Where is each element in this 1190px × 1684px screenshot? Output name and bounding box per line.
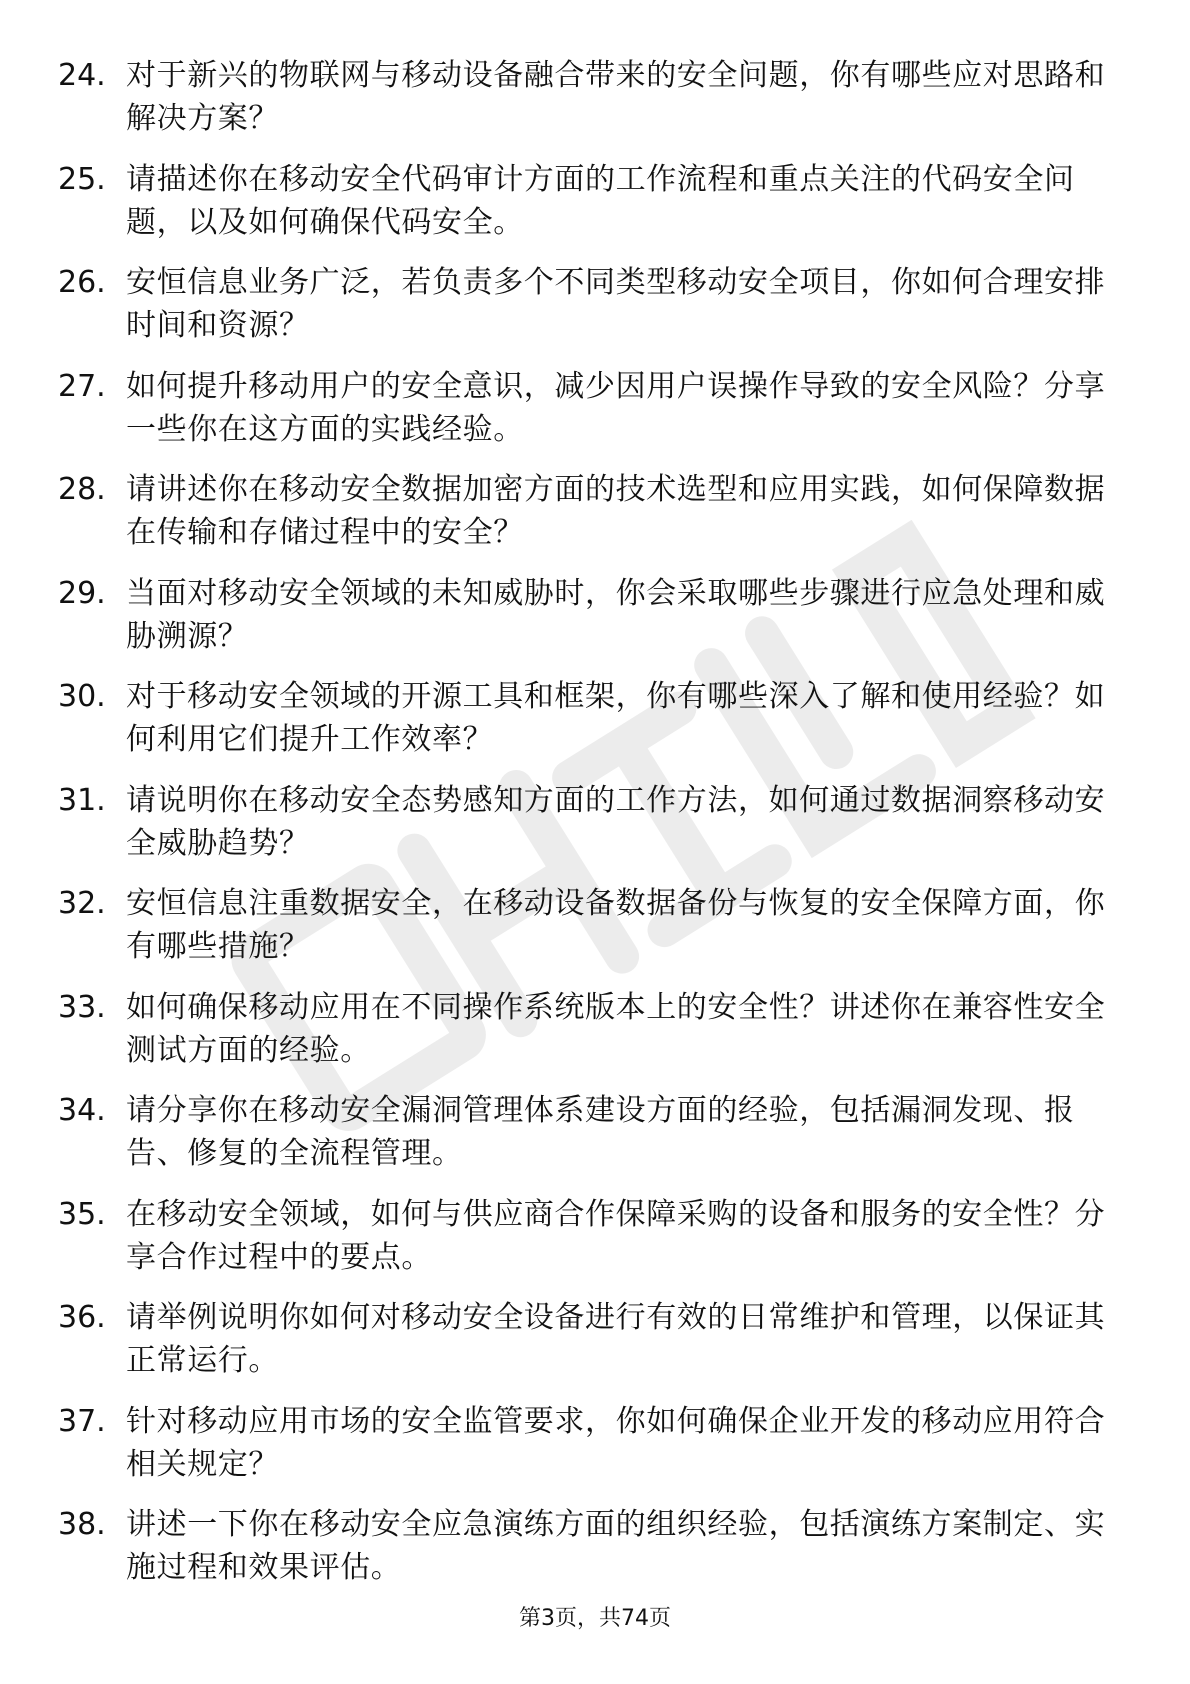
question-text: 安恒信息注重数据安全，在移动设备数据备份与恢复的安全保障方面，你有哪些措施？ [126,886,1106,964]
question-text: 请描述你在移动安全代码审计方面的工作流程和重点关注的代码安全问题，以及如何确保代码安全。 [126,161,1075,240]
question-number: 27. [58,368,106,404]
question-number: 32. [58,886,106,921]
question-number: 29. [58,575,106,611]
question-item [58,468,1118,572]
question-text: 讲述一下你在移动安全应急演练方面的组织经验，包括演练方案制定、实施过程和效果评估。 [126,1507,1106,1585]
question-item [58,572,1118,676]
question-number: 37. [58,1403,106,1439]
question-number: 31. [58,782,106,818]
question-item [58,986,1118,1090]
question-text: 安恒信息业务广泛，若负责多个不同类型移动安全项目，你如何合理安排时间和资源？ [126,265,1106,343]
question-number: 33. [58,989,106,1025]
question-list [58,54,1118,1607]
question-number: 24. [58,58,106,93]
question-item [58,365,1118,469]
question-text: 请举例说明你如何对移动安全设备进行有效的日常维护和管理，以保证其正常运行。 [126,1300,1106,1378]
question-text: 请分享你在移动安全漏洞管理体系建设方面的经验，包括漏洞发现、报告、修复的全流程管理。 [126,1093,1075,1171]
question-number: 36. [58,1300,106,1335]
question-item [58,1503,1118,1607]
question-text: 对于新兴的物联网与移动设备融合带来的安全问题，你有哪些应对思路和解决方案？ [126,58,1106,136]
question-number: 34. [58,1093,106,1128]
question-text: 请说明你在移动安全态势感知方面的工作方法，如何通过数据洞察移动安全威胁趋势？ [126,782,1106,861]
question-text: 针对移动应用市场的安全监管要求，你如何确保企业开发的移动应用符合相关规定？ [126,1403,1106,1482]
question-item [58,54,1118,158]
question-number: 35. [58,1196,106,1232]
question-text: 当面对移动安全领域的未知威胁时，你会采取哪些步骤进行应急处理和威胁溯源？ [126,575,1106,654]
question-item [58,1089,1118,1193]
question-item [58,882,1118,986]
question-number: 25. [58,161,106,197]
question-item [58,1296,1118,1400]
question-number: 38. [58,1507,106,1542]
question-text: 请讲述你在移动安全数据加密方面的技术选型和应用实践，如何保障数据在传输和存储过程中的安全？ [126,472,1106,550]
question-number: 26. [58,265,106,300]
question-text: 对于移动安全领域的开源工具和框架，你有哪些深入了解和使用经验？如何利用它们提升工作效率？ [126,679,1106,757]
question-text: 如何提升移动用户的安全意识，减少因用户误操作导致的安全风险？分享一些你在这方面的实践经验。 [126,368,1106,447]
question-text: 如何确保移动应用在不同操作系统版本上的安全性？讲述你在兼容性安全测试方面的经验。 [126,989,1106,1068]
question-item [58,158,1118,262]
question-item [58,779,1118,883]
question-number: 28. [58,472,106,507]
page-footer: 第3页，共74页 [519,1606,671,1631]
question-item [58,261,1118,365]
question-text: 在移动安全领域，如何与供应商合作保障采购的设备和服务的安全性？分享合作过程中的要点。 [126,1196,1106,1275]
question-item [58,675,1118,779]
question-number: 30. [58,679,106,714]
question-item [58,1400,1118,1504]
question-item [58,1193,1118,1297]
